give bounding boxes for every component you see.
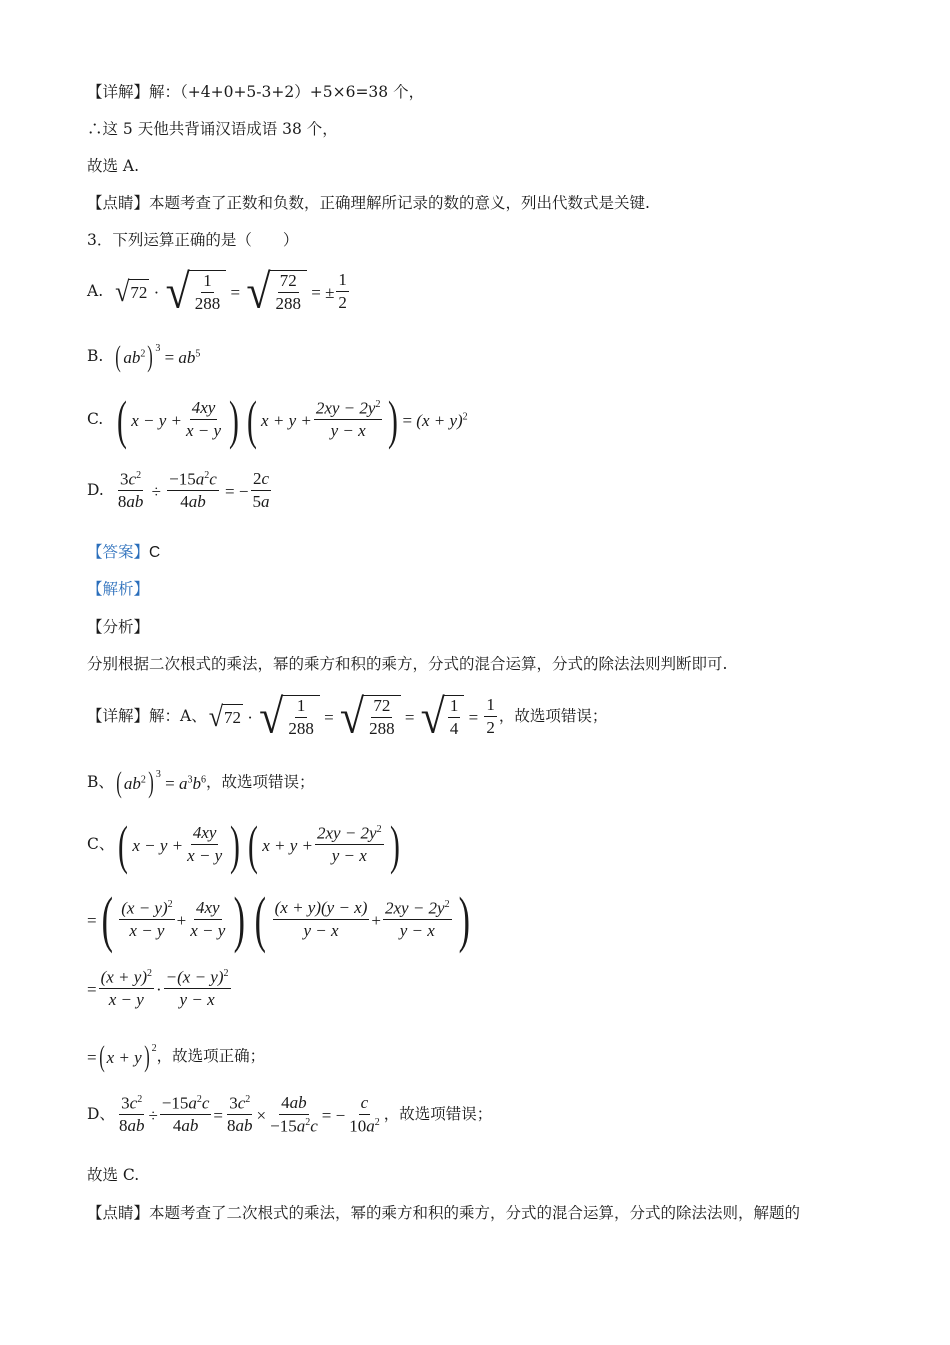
detail-line-2: ∴这 5 天他共背诵汉语成语 38 个， — [87, 120, 338, 138]
detail-c-final-suffix: ，故选项正确； — [156, 1047, 266, 1066]
detail-b-prefix: B、 — [87, 773, 114, 792]
option-b: B. ( $ab^2$ ) $^3$ = $ab^5$ — [87, 340, 201, 373]
detail-d-prefix: D、 — [87, 1105, 115, 1124]
detail-d: D、 $\frac{3c^2}{8ab}$ ÷ $\frac{-15a^2c}{4ab}$ = $\frac{3c^2}{8ab}$ × $\frac{4ab}{-15a^2c}$ = − $\frac{c}{10a^2}$ ，故选项错误； — [87, 1093, 493, 1136]
detail-line-1: 【详解】解：（+4+0+5-3+2）+5×6=38 个， — [87, 83, 425, 101]
fenxi-tag: 【分析】 — [87, 618, 150, 636]
question-3-stem: 3．下列运算正确的是（ ） — [87, 231, 299, 249]
conclusion-line-2: 故选 C. — [87, 1166, 140, 1184]
option-d-label: D. — [87, 481, 104, 500]
option-a-label: A. — [87, 282, 104, 301]
answer-tag: 【答案】 — [87, 543, 150, 561]
comment-line-2: 【点睛】本题考查了二次根式的乘法，幂的乘方和积的乘方，分式的混合运算，分式的除法法则，解题的 — [87, 1204, 801, 1222]
analysis-tag: 【解析】 — [87, 580, 150, 598]
option-c: C. ( x − y + $\frac{4xy}{x - y}$ ) ( x + y + $\frac{2xy - 2y^2}{y - x}$ ) = $(x + y)^2$ — [87, 390, 468, 450]
option-d: D. $\frac{3c^2}{8ab}$ ÷ $\frac{-15a^2c}{4ab}$ = − $\frac{2c}{5a}$ — [87, 469, 270, 512]
detail-a-prefix: 【详解】解：A、 — [87, 707, 207, 726]
detail-d-suffix: ，故选项错误； — [383, 1105, 493, 1124]
detail-c-step-1: C、 ( x − y + $\frac{4xy}{x - y}$ ) ( x + y + $\frac{2xy - 2y^2}{y - x}$ ) — [87, 815, 400, 875]
conclusion-line-1: 故选 A. — [87, 157, 140, 175]
detail-c-step-2: = ( $\frac{(x - y)^2}{x - y}$ + $\frac{4xy}{x - y}$ ) ( $\frac{(x + y)(y - x)}{y - x}$ + $\frac{2xy - 2y^2}{y - x}$ ) — [87, 886, 470, 954]
detail-c-prefix: C、 — [87, 835, 115, 854]
detail-c-step-4: = ( x + y ) $^2$ ，故选项正确； — [87, 1040, 266, 1073]
fenxi-text: 分别根据二次根式的乘法，幂的乘方和积的乘方，分式的混合运算，分式的除法法则判断即可. — [87, 655, 728, 673]
detail-c-step-3: = $\frac{(x + y)^2}{x - y}$ · $\frac{-(x - y)^2}{y - x}$ — [87, 967, 229, 1010]
answer-value: C — [149, 544, 161, 561]
option-a: A. √ 72 · √ $\frac{1}{288}$ = √ $\frac{72}{288}$ = ± $\frac{1}{2}$ — [87, 264, 347, 319]
option-c-label: C. — [87, 410, 104, 429]
option-b-label: B. — [87, 347, 104, 366]
detail-b-suffix: ，故选项错误； — [205, 773, 315, 792]
detail-a-suffix: ，故选项错误； — [498, 707, 608, 726]
detail-b: B、 ( $ab^2$ ) $^3$ = $a^3b^6$ ，故选项错误； — [87, 766, 315, 799]
answer — [87, 545, 160, 561]
comment-line-1: 【点睛】本题考查了正数和负数，正确理解所记录的数的意义，列出代数式是关键. — [87, 194, 650, 212]
detail-a: 【详解】解：A、 √ 72 · √ $\frac{1}{288}$ = √ $\frac{72}{288}$ = √ $\frac{1}{4}$ = $\frac{1}{2}$ ，故选项错误； — [87, 689, 608, 744]
